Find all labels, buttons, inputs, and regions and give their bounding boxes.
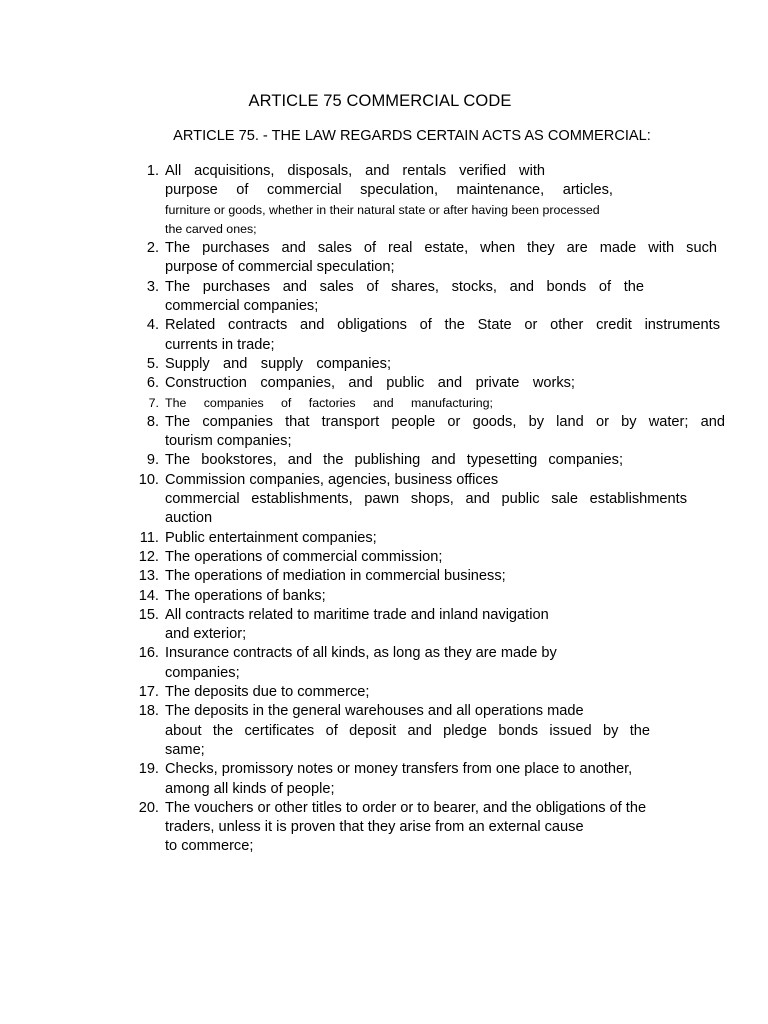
item-line: The deposits due to commerce; <box>165 684 370 701</box>
item-line: purpose of commercial speculation; <box>165 259 395 276</box>
list-item <box>0 702 768 760</box>
list-item <box>0 413 768 452</box>
list-item <box>0 683 768 702</box>
list-item <box>0 548 768 567</box>
item-number: 14. <box>138 587 159 604</box>
list-item <box>0 451 768 470</box>
item-number: 3. <box>146 278 159 295</box>
article-item-list <box>0 162 768 857</box>
list-item <box>0 760 768 799</box>
item-line: Public entertainment companies; <box>165 529 377 546</box>
item-line: The operations of banks; <box>165 587 326 604</box>
item-line: All acquisitions, disposals, and rentals verified with <box>165 163 545 179</box>
list-item <box>0 799 768 857</box>
list-item <box>0 162 768 239</box>
item-line: companies; <box>165 664 240 681</box>
list-item <box>0 316 768 355</box>
item-line: and exterior; <box>165 626 247 643</box>
item-line: to commerce; <box>165 838 254 855</box>
item-number: 13. <box>138 568 159 585</box>
list-item <box>0 239 768 278</box>
item-line: furniture or goods, whether in their natural state or after having been processed <box>165 202 600 217</box>
item-number: 1. <box>146 163 159 179</box>
item-line: Supply and supply companies; <box>165 355 391 372</box>
item-line: tourism companies; <box>165 433 292 450</box>
list-item <box>0 471 768 529</box>
item-line: about the certificates of deposit and pledge bonds issued by the <box>165 722 650 739</box>
item-number: 5. <box>146 355 159 372</box>
item-line: The vouchers or other titles to order or to bearer, and the obligations of the <box>165 799 647 816</box>
list-item <box>0 567 768 586</box>
item-line: among all kinds of people; <box>165 780 335 797</box>
item-line: The companies of factories and manufacturing; <box>165 395 493 410</box>
list-item <box>0 355 768 374</box>
item-line: currents in trade; <box>165 336 275 353</box>
item-number: 8. <box>146 413 159 430</box>
item-line: auction <box>165 510 213 527</box>
list-item <box>0 278 768 317</box>
item-line: same; <box>165 741 205 758</box>
article-heading: ARTICLE 75. - THE LAW REGARDS CERTAIN ACTS AS COMMERCIAL: <box>173 128 651 144</box>
item-number: 19. <box>138 761 159 778</box>
list-item <box>0 374 768 393</box>
item-line: The purchases and sales of shares, stocks, and bonds of the <box>165 278 644 295</box>
item-line: purpose of commercial speculation, maintenance, articles, <box>165 182 613 199</box>
list-item <box>0 394 768 413</box>
item-number: 12. <box>138 548 159 565</box>
list-item <box>0 529 768 548</box>
item-number: 16. <box>138 645 159 662</box>
item-line: Related contracts and obligations of the State or other credit instruments <box>165 317 720 334</box>
item-number: 2. <box>146 240 159 257</box>
item-line: The bookstores, and the publishing and typesetting companies; <box>165 452 623 469</box>
item-line: Construction companies, and public and private works; <box>165 375 575 392</box>
item-line: All contracts related to maritime trade and inland navigation <box>165 606 549 623</box>
item-number: 11. <box>139 529 159 546</box>
item-number: 15. <box>138 606 159 623</box>
item-line: commercial companies; <box>165 298 319 315</box>
item-line: The deposits in the general warehouses and all operations made <box>165 703 584 720</box>
item-number: 10. <box>138 471 159 488</box>
item-line: traders, unless it is proven that they arise from an external cause <box>165 819 584 836</box>
page-title: ARTICLE 75 COMMERCIAL CODE <box>248 92 512 110</box>
item-number: 17. <box>138 684 159 701</box>
item-line: Checks, promissory notes or money transfers from one place to another, <box>165 761 633 778</box>
item-line: The operations of commercial commission; <box>165 548 443 565</box>
item-line: The purchases and sales of real estate, when they are made with such <box>165 240 717 257</box>
item-number: 18. <box>138 703 159 720</box>
item-line: The operations of mediation in commercial business; <box>165 568 506 585</box>
item-line: The companies that transport people or goods, by land or by water; and <box>165 413 725 430</box>
item-number: 7. <box>148 395 159 410</box>
list-item <box>0 644 768 683</box>
list-item <box>0 606 768 645</box>
item-number: 6. <box>146 375 159 392</box>
item-number: 4. <box>146 317 159 334</box>
item-line: commercial establishments, pawn shops, and public sale establishments <box>165 491 687 508</box>
item-number: 20. <box>138 799 159 816</box>
item-line: Insurance contracts of all kinds, as long as they are made by <box>165 645 557 662</box>
list-item <box>0 587 768 606</box>
item-number: 9. <box>146 452 159 469</box>
item-line: Commission companies, agencies, business offices <box>165 471 499 488</box>
item-line: the carved ones; <box>165 221 257 236</box>
